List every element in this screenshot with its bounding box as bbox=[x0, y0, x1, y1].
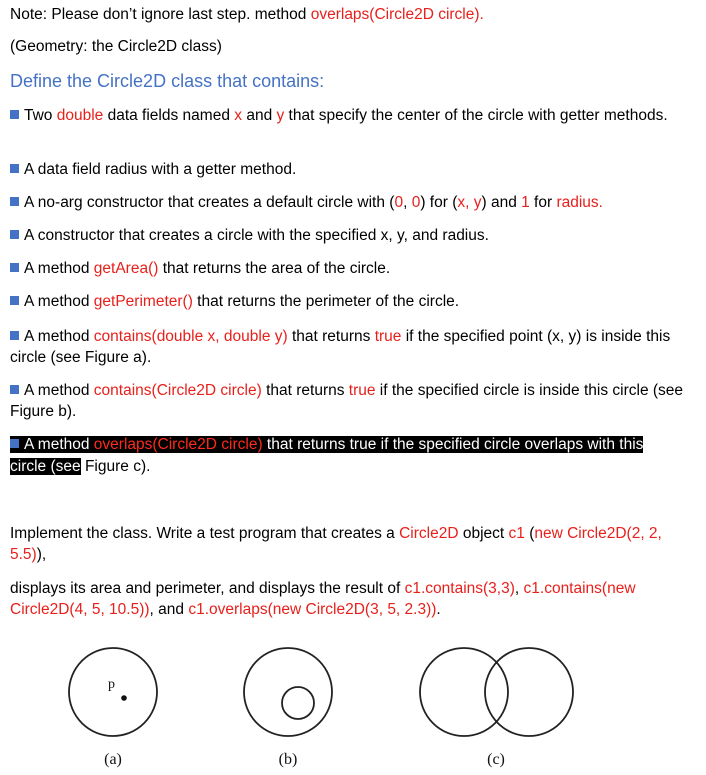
item-contains-circle: A method contains(Circle2D circle) that returns true if the specified circle is inside this circle (see Figure b). bbox=[10, 382, 684, 420]
figure-c-left-circle bbox=[420, 648, 508, 736]
figure-b bbox=[244, 648, 332, 768]
item-get-area: A method getArea() that returns the area of the circle. bbox=[10, 259, 390, 279]
figure-b-inner-circle bbox=[282, 687, 314, 719]
figure-a-point bbox=[121, 695, 127, 701]
figure-b-outer-circle bbox=[244, 648, 332, 736]
displays-paragraph: displays its area and perimeter, and displays the result of c1.contains(3,3), c1.contains(new Circle2D(4, 5, 10.5)), and c1.overlaps(new Circle2D(3, 5, 2.3)). bbox=[10, 580, 636, 618]
figures bbox=[0, 640, 706, 775]
bullet-square-icon bbox=[10, 197, 19, 206]
item-constructor: A constructor that creates a circle with the specified x, y, and radius. bbox=[10, 226, 489, 246]
bullet-square-icon bbox=[10, 230, 19, 239]
figure-a-circle bbox=[69, 648, 157, 736]
point-label: p bbox=[108, 677, 115, 692]
bullet-square-icon bbox=[10, 110, 19, 119]
bullet-square-icon bbox=[10, 164, 19, 173]
note-method: overlaps(Circle2D circle). bbox=[310, 6, 484, 23]
bullet-square-icon bbox=[10, 296, 19, 305]
bullet-square-icon bbox=[10, 385, 19, 394]
item-overlaps bbox=[10, 435, 643, 455]
figure-c-label: (c) bbox=[487, 751, 505, 768]
bullet-square-icon bbox=[10, 331, 19, 340]
figure-a-label: (a) bbox=[104, 751, 122, 768]
figure-a bbox=[69, 648, 157, 768]
figure-c bbox=[420, 648, 573, 768]
text-selection-highlight: circle (see bbox=[10, 458, 81, 475]
figure-b-label: (b) bbox=[278, 751, 298, 768]
item-get-perimeter: A method getPerimeter() that returns the perimeter of the circle. bbox=[10, 292, 459, 312]
subtitle: (Geometry: the Circle2D class) bbox=[10, 38, 222, 55]
item-contains-point: A method contains(double x, double y) that returns true if the specified point (x, y) is inside this circle (see Figure a). bbox=[10, 328, 671, 366]
item-overlaps-cont: circle (see Figure c). bbox=[10, 458, 151, 475]
note-text: Note: Please don’t ignore last step. method bbox=[10, 6, 311, 23]
item-noarg-constructor: A no-arg constructor that creates a default circle with (0, 0) for (x, y) and 1 for radius. bbox=[10, 193, 603, 213]
item-radius: A data field radius with a getter method. bbox=[10, 160, 296, 180]
bullet-square-icon bbox=[10, 263, 19, 272]
bullet-square-icon bbox=[10, 439, 19, 448]
section-heading: Define the Circle2D class that contains: bbox=[10, 71, 325, 91]
figure-c-right-circle bbox=[485, 648, 573, 736]
item-fields: Two double data fields named x and y that specify the center of the circle with getter methods. bbox=[10, 105, 690, 126]
implement-paragraph: Implement the class. Write a test program that creates a Circle2D object c1 (new Circle2D(2, 2, 5.5)), bbox=[10, 525, 662, 563]
note-line bbox=[10, 5, 484, 25]
text-selection-highlight: A method overlaps(Circle2D circle) that returns true if the specified circle overlaps with this bbox=[10, 436, 643, 453]
